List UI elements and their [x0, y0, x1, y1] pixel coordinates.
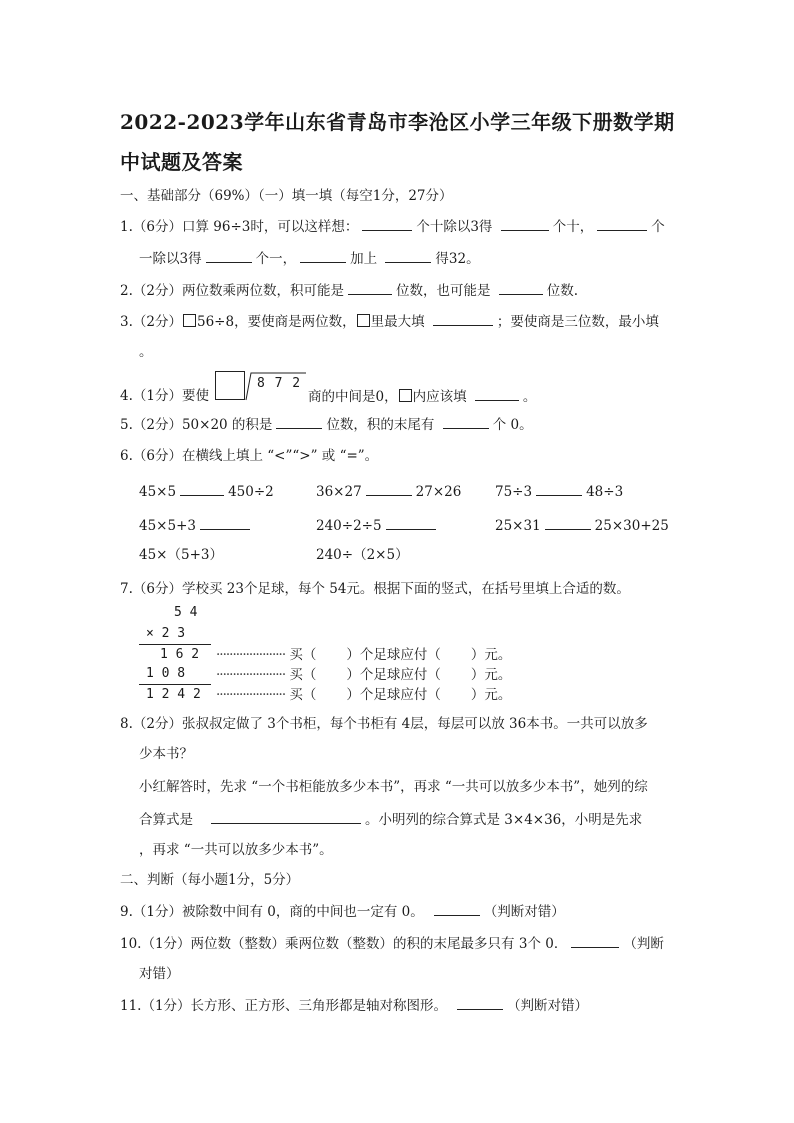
answer-blank[interactable]	[300, 249, 346, 263]
question-8-line4: 合算式是 。小明列的综合算式是 3×4×36，小明是先求	[139, 812, 643, 828]
compare-item: 240÷2÷5	[316, 516, 440, 535]
vertical-calc-partial-1: 1 6 2	[160, 647, 200, 662]
question-7-header: 7.（6分）学校买 23个足球，每个 54元。根据下面的竖式，在括号里填上合适的数。	[120, 581, 630, 597]
answer-blank[interactable]	[211, 810, 361, 824]
compare-item: 75÷3 48÷3	[495, 484, 624, 500]
question-8-line1: 8.（2分）张叔叔定做了 3个书柜，每个书柜有 4层，每层可以放 36本书。一共可以放多	[120, 716, 648, 732]
question-8-line2: 少本书？	[139, 746, 193, 762]
question-2: 2.（2分）两位数乘两位数，积可能是 位数，也可能是 位数.	[120, 283, 579, 299]
vertical-calc-top: 5 4	[174, 605, 198, 620]
question-3-line2: 。	[139, 344, 153, 360]
answer-blank[interactable]	[366, 482, 412, 496]
question-10-line1: 10.（1分）两位数（整数）乘两位数（整数）的积的末尾最多只有 3个 0． （判断	[120, 936, 664, 952]
divisor-box	[215, 371, 245, 400]
question-1-line1: 1.（6分）口算 96÷3时，可以这样想： 个十除以3得 个十， 个	[120, 219, 665, 235]
answer-blank[interactable]	[348, 281, 392, 295]
calc-annotation: ····················· 买（ ）个足球应付（ ）元。	[216, 647, 512, 663]
answer-blank[interactable]	[180, 482, 224, 496]
compare-item: 36×27 27×26	[316, 484, 462, 500]
question-6-header: 6.（6分）在横线上填上 “<”“>” 或 “=”。	[120, 448, 379, 464]
question-1-line2: 一除以3得 个一， 加上 得32。	[139, 251, 480, 267]
question-9: 9.（1分）被除数中间有 0，商的中间也一定有 0。 （判断对错）	[120, 904, 565, 920]
vertical-calc-partial-2: 1 0 8	[146, 666, 186, 681]
answer-blank[interactable]	[443, 415, 489, 429]
vertical-calc-total: 1 2 4 2	[146, 687, 201, 702]
question-8-line5: ，再求 “一共可以放多少本书”。	[139, 842, 333, 858]
question-10-line2: 对错）	[139, 966, 180, 982]
answer-blank[interactable]	[475, 387, 519, 401]
square-box-icon	[399, 389, 412, 402]
compare-item: 45×5+3	[139, 516, 254, 535]
question-11: 11.（1分）长方形、正方形、三角形都是轴对称图形。 （判断对错）	[120, 998, 589, 1014]
section1-header: 一、基础部分（69%）（一）填一填（每空1分，27分）	[120, 188, 453, 204]
answer-blank[interactable]	[434, 902, 480, 916]
compare-item: 25×31 25×30+25	[495, 518, 669, 534]
square-box-icon	[357, 314, 370, 327]
question-4: 4.（1分）要使	[120, 388, 209, 404]
square-box-icon	[183, 314, 196, 327]
answer-blank[interactable]	[433, 312, 493, 326]
answer-blank[interactable]	[386, 516, 436, 530]
answer-blank[interactable]	[545, 516, 591, 530]
answer-blank[interactable]	[385, 249, 431, 263]
compare-item: 45×（5+3）	[139, 547, 223, 563]
page-title-line2: 中试题及答案	[120, 150, 243, 174]
answer-blank[interactable]	[457, 996, 503, 1010]
question-5: 5.（2分）50×20 的积是 位数，积的末尾有 个 0。	[120, 417, 533, 433]
answer-blank[interactable]	[276, 415, 322, 429]
compare-item: 240÷（2×5）	[316, 547, 409, 563]
calc-divider	[139, 684, 211, 685]
dividend: 8 7 2	[257, 376, 302, 391]
page-title-line1: 2022-2023学年山东省青岛市李沧区小学三年级下册数学期	[120, 110, 675, 134]
question-8-line3: 小红解答时，先求 “一个书柜能放多少本书”，再求 “一共可以放多少本书”，她列的综	[139, 779, 648, 795]
answer-blank[interactable]	[501, 217, 549, 231]
answer-blank[interactable]	[200, 516, 250, 530]
question-4-tail: 商的中间是0， 内应该填 。	[308, 389, 537, 405]
answer-blank[interactable]	[571, 934, 619, 948]
question-3-line1: 3.（2分） 56÷8，要使商是两位数， 里最大填 ；要使商是三位数，最小填	[120, 314, 659, 330]
answer-blank[interactable]	[499, 281, 543, 295]
section2-header: 二、判断（每小题1分，5分）	[120, 872, 300, 888]
compare-item: 45×5 450÷2	[139, 484, 274, 500]
answer-blank[interactable]	[536, 482, 582, 496]
vertical-calc-multiplier: × 2 3	[146, 626, 186, 641]
answer-blank[interactable]	[206, 249, 252, 263]
calc-divider	[139, 644, 211, 645]
calc-annotation: ····················· 买（ ）个足球应付（ ）元。	[216, 687, 512, 703]
calc-annotation: ····················· 买（ ）个足球应付（ ）元。	[216, 667, 512, 683]
answer-blank[interactable]	[597, 217, 647, 231]
answer-blank[interactable]	[362, 217, 412, 231]
